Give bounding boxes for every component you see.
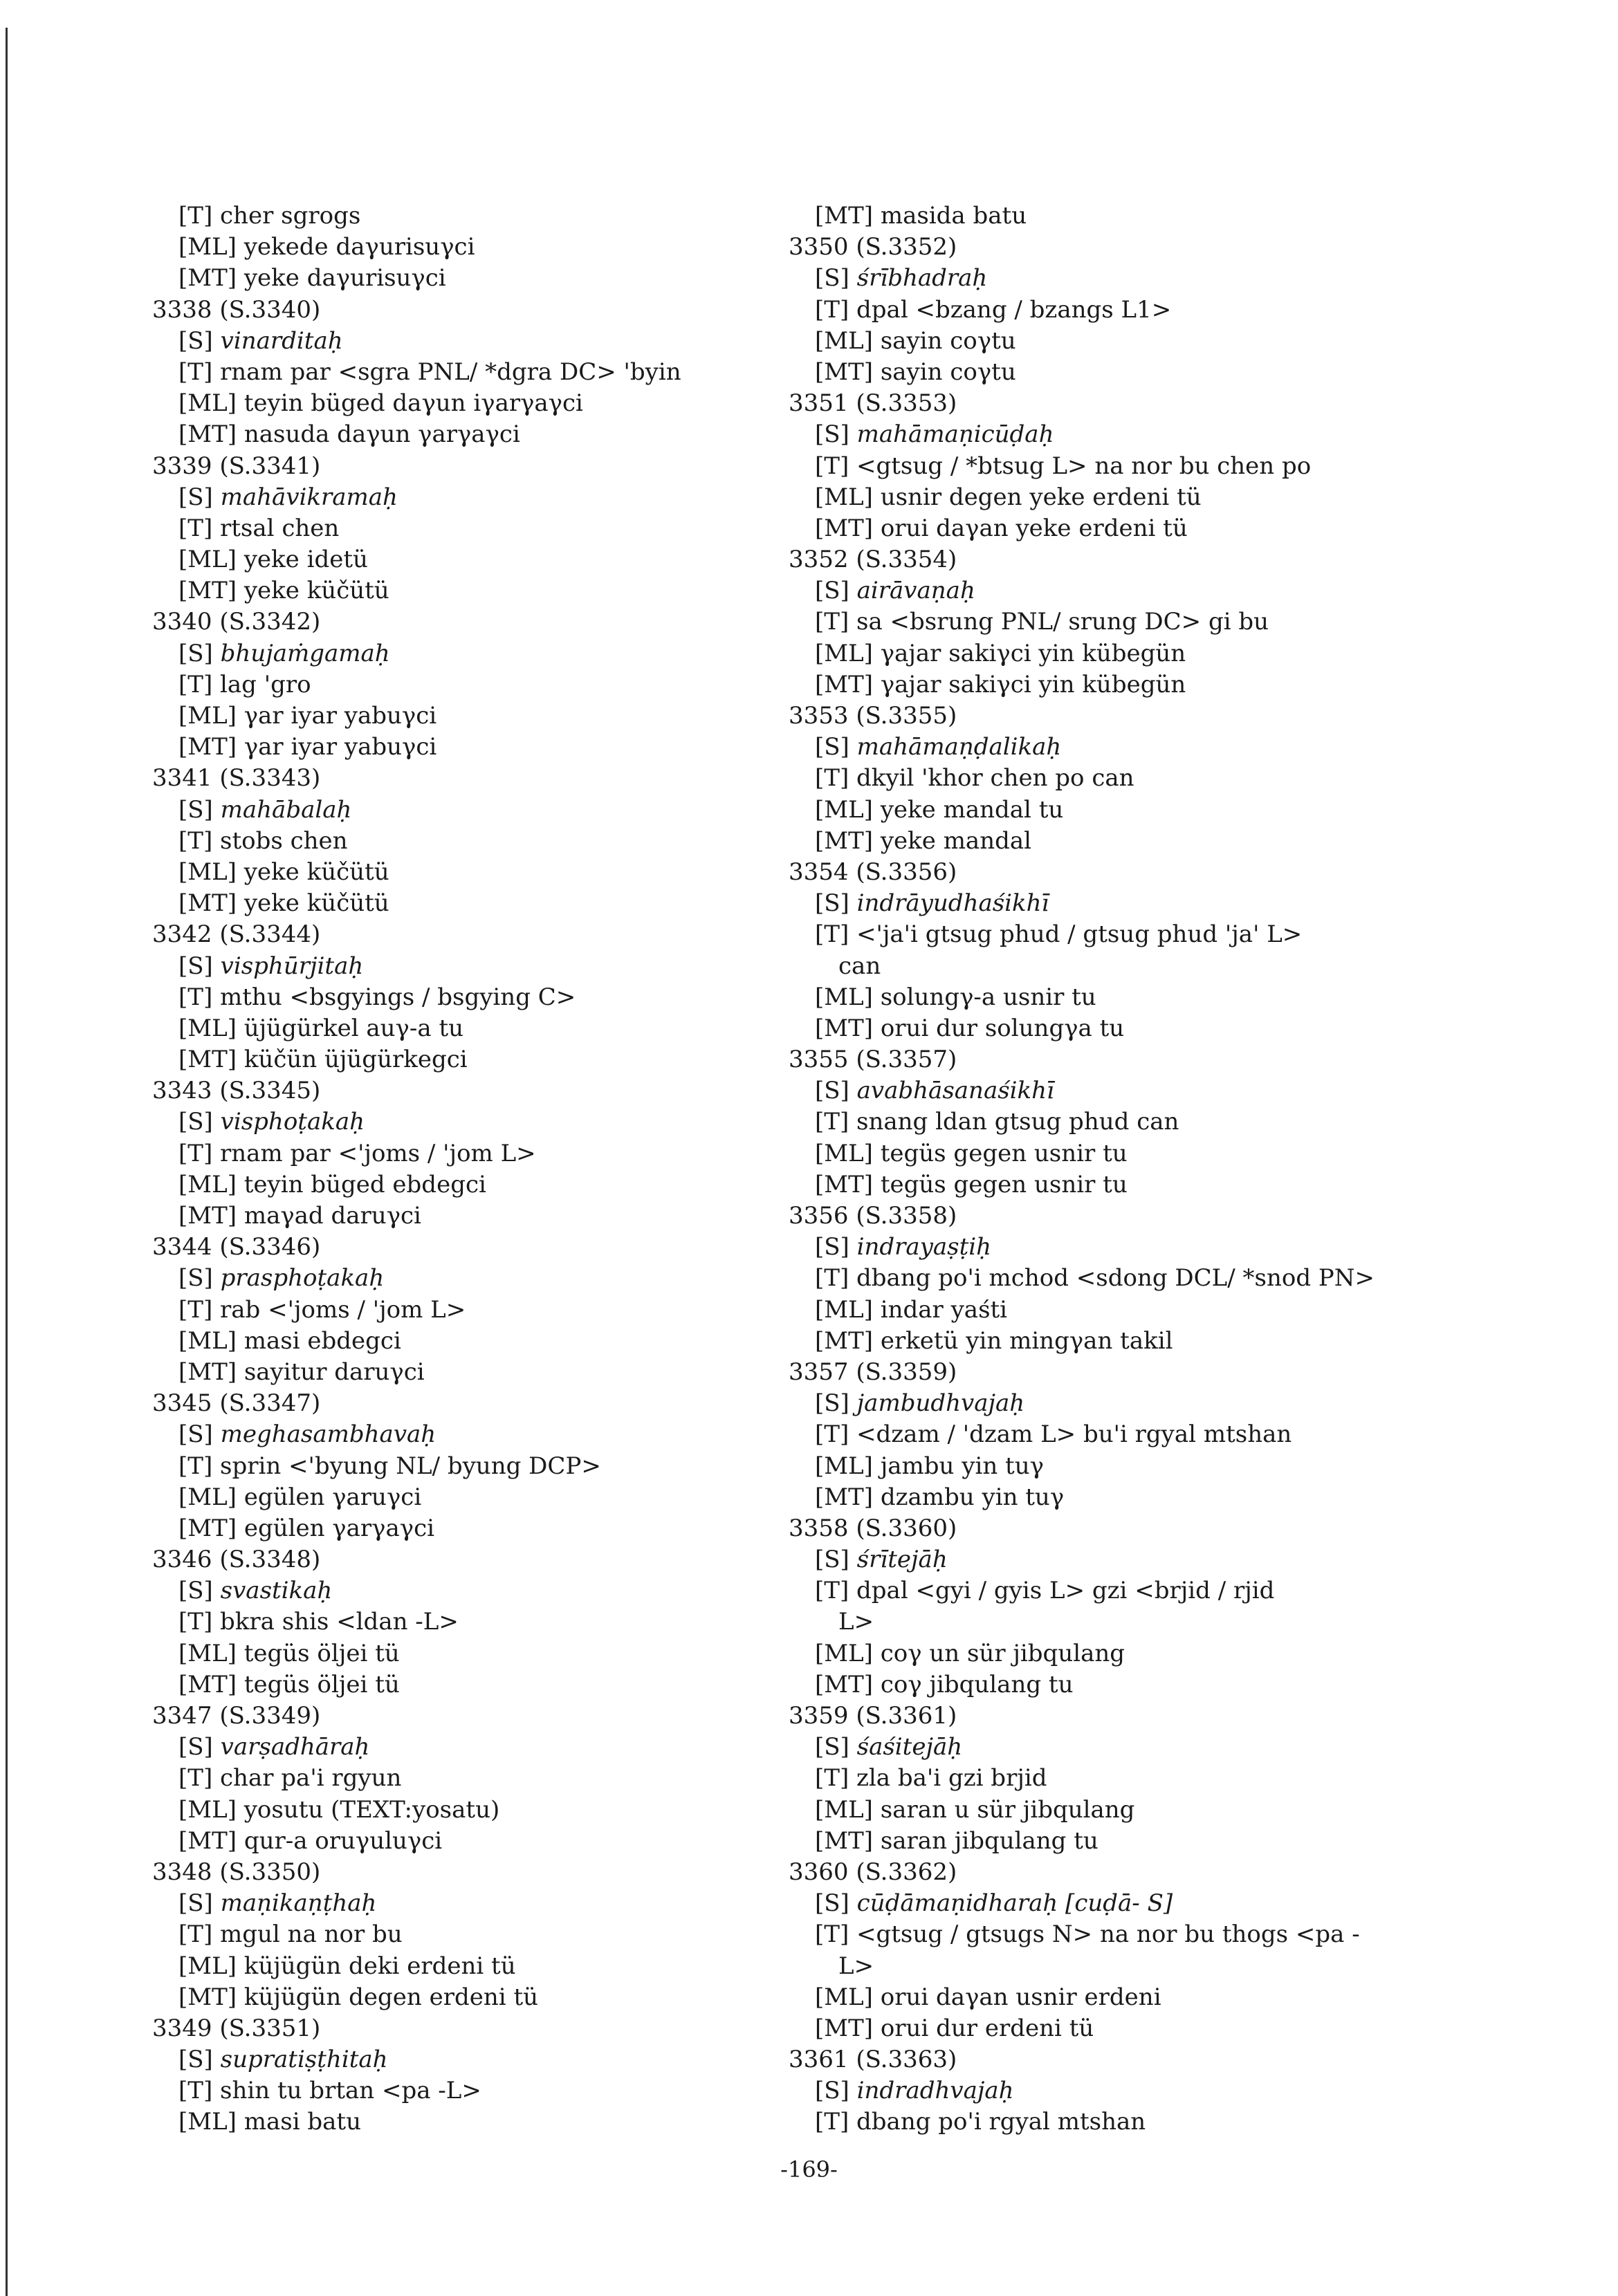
entry-field [789,888,1536,919]
entry-field: [T] dbang po'i rgyal mtshan [815,2108,1146,2136]
entry-field: [MT] yeke daγurisuγci [178,264,446,293]
entry-number: 3360 (S.3362) [789,1858,957,1886]
sanskrit-term: cūḍāmaṇidharaḥ [cuḍā- S] [856,1889,1173,1918]
entry-field: [ML] masi ebdegci [178,1326,401,1355]
entry-field: [ML] orui daγan usnir erdeni [815,1983,1161,2011]
entry-field: [T] <'ja'i gtsug phud / gtsug phud 'ja' L> [815,920,1303,949]
entry-field: [MT] yeke mandal [815,826,1032,855]
sanskrit-term: visphūrjitaḥ [220,952,364,980]
entry-field: [T] rtsal chen [178,514,340,542]
field-tag: [S] [178,2046,213,2074]
entry-field: [MT] küčün üjügürkegci [178,1046,468,1074]
entry-number: 3355 (S.3357) [789,1046,957,1074]
entry-field [789,1732,1536,1763]
entry-field [152,1419,789,1450]
entry-field [789,2075,1536,2107]
field-tag: [S] [178,1420,213,1449]
entry-field: [ML] yeke mandal tu [815,795,1064,824]
field-tag: [S] [815,733,849,761]
field-tag: [S] [815,1077,849,1105]
entry-field: [T] rnam par <sgra PNL/ *dgra DC> 'byin [178,358,681,386]
field-tag: [S] [178,483,213,511]
entry-field [152,1263,789,1294]
entry-number: 3354 (S.3356) [789,858,957,886]
entry-field: [T] dpal <bzang / bzangs L1> [815,295,1172,324]
entry-number: 3338 (S.3340) [152,295,321,324]
field-tag: [S] [178,795,213,824]
field-tag: [S] [178,1108,213,1136]
entry-field [789,263,1536,294]
entry-field [789,1075,1536,1107]
entry-field: [T] lag 'gro [178,670,311,698]
sanskrit-term: maṇikaṇṭhaḥ [220,1889,377,1918]
entry-field: [ML] üjügürkel auγ-a tu [178,1014,464,1042]
entry-field: [T] sa <bsrung PNL/ srung DC> gi bu [815,608,1269,636]
field-tag: [S] [815,889,849,918]
entry-number: 3343 (S.3345) [152,1077,321,1105]
entry-field [152,638,789,669]
entry-number: 3339 (S.3341) [152,452,321,480]
entry-field: [T] zla ba'i gzi brjid [815,1764,1047,1793]
entry-number: 3359 (S.3361) [789,1702,957,1730]
entry-field: [ML] usnir degen yeke erdeni tü [815,483,1202,511]
entry-field: [ML] küjügün deki erdeni tü [178,1952,516,1980]
sanskrit-term: mahāmaṇḍalikaḥ [856,733,1062,761]
entry-field: [ML] solungγ-a usnir tu [815,983,1096,1011]
field-tag: [S] [815,264,849,293]
entry-field: [ML] masi batu [178,2108,361,2136]
entry-field [152,2044,789,2075]
entry-field: [T] snang ldan gtsug phud can [815,1108,1179,1136]
entry-field: [MT] coγ jibqulang tu [815,1670,1074,1698]
entry-field [789,1544,1536,1575]
entry-field [152,1575,789,1607]
entry-field: [MT] qur-a oruγuluγci [178,1826,443,1855]
entry-field: [ML] teyin büged ebdegci [178,1170,486,1198]
sanskrit-term: bhujaṁgamaḥ [220,639,390,667]
entry-number: 3357 (S.3359) [789,1358,957,1386]
entry-field: [MT] sayitur daruγci [178,1358,425,1386]
entry-field: [T] <gtsug / gtsugs N> na nor bu thogs <pa - [815,1920,1360,1949]
entry-field [789,1888,1536,1919]
entry-number: 3358 (S.3360) [789,1514,957,1542]
entry-field: [ML] tegüs öljei tü [178,1639,400,1667]
entry-field [152,1888,789,1919]
entry-field: [ML] teyin büged daγun iγarγaγci [178,389,583,418]
page-number: -169- [780,2156,838,2183]
entry-field [152,1107,789,1138]
field-tag: [S] [178,1577,213,1605]
entry-number: 3356 (S.3358) [789,1202,957,1230]
entry-field: [MT] yeke küčütü [178,889,389,918]
entry-field: [ML] yosutu (TEXT:yosatu) [178,1795,500,1824]
sanskrit-term: avabhāsanaśikhī [856,1077,1054,1105]
entry-field: [ML] yeke idetü [178,546,368,574]
entry-field: [ML] egülen γaruγci [178,1483,422,1511]
entry-number: 3361 (S.3363) [789,2046,957,2074]
entry-continuation: L> [838,1608,874,1636]
sanskrit-term: śrībhadraḥ [856,264,988,293]
entry-field [152,326,789,357]
sanskrit-term: svastikaḥ [220,1577,333,1605]
entry-field [789,1388,1536,1419]
entry-number: 3351 (S.3353) [789,389,957,418]
entry-field: [MT] orui dur solungγa tu [815,1014,1125,1042]
entry-field [152,1732,789,1763]
entry-field: [T] <gtsug / *btsug L> na nor bu chen po [815,452,1312,480]
entry-field: [T] cher sgrogs [178,202,361,230]
sanskrit-term: supratiṣṭhitaḥ [220,2046,388,2074]
entry-field: [MT] orui daγan yeke erdeni tü [815,514,1188,542]
field-tag: [S] [178,952,213,980]
entry-field: [T] rab <'joms / 'jom L> [178,1295,466,1324]
sanskrit-term: mahāvikramaḥ [220,483,398,511]
entry-field: [ML] tegüs gegen usnir tu [815,1139,1128,1167]
entry-field: [ML] saran u sür jibqulang [815,1795,1135,1824]
entry-number: 3340 (S.3342) [152,608,321,636]
page-edge [6,28,8,2296]
entry-field: [T] stobs chen [178,826,348,855]
sanskrit-term: visphoṭakaḥ [220,1108,365,1136]
entry-number: 3344 (S.3346) [152,1233,321,1261]
entry-number: 3348 (S.3350) [152,1858,321,1886]
sanskrit-term: vinarditaḥ [220,326,343,355]
left-column [152,201,789,2138]
sanskrit-term: indradhvajaḥ [856,2077,1014,2105]
sanskrit-term: jambudhvajaḥ [856,1389,1025,1418]
entry-number: 3350 (S.3352) [789,233,957,261]
field-tag: [S] [815,1546,849,1574]
entry-field: [MT] maγad daruγci [178,1202,421,1230]
entry-field: [T] shin tu brtan <pa -L> [178,2077,481,2105]
sanskrit-term: indrāyudhaśikhī [856,889,1049,918]
entry-field: [MT] orui dur erdeni tü [815,2014,1094,2042]
entry-field: [MT] γar iyar yabuγci [178,733,437,761]
entry-field: [ML] γajar sakiγci yin kübegün [815,639,1186,667]
sanskrit-term: meghasambhavaḥ [220,1420,436,1449]
entry-field: [MT] masida batu [815,202,1027,230]
entry-field [789,732,1536,763]
entry-field: [MT] tegüs öljei tü [178,1670,400,1698]
entry-field: [MT] nasuda daγun γarγaγci [178,420,520,449]
entry-field: [ML] γar iyar yabuγci [178,702,437,730]
entry-field: [T] dpal <gyi / gyis L> gzi <brjid / rjid [815,1577,1275,1605]
field-tag: [S] [178,326,213,355]
entry-number: 3352 (S.3354) [789,546,957,574]
entry-number: 3347 (S.3349) [152,1702,321,1730]
sanskrit-term: mahāmaṇicūḍaḥ [856,420,1054,449]
entry-field: [T] sprin <'byung NL/ byung DCP> [178,1452,601,1480]
field-tag: [S] [815,1389,849,1418]
sanskrit-term: śaśitejāḥ [856,1733,963,1761]
field-tag: [S] [178,1264,213,1293]
entry-field: [MT] saran jibqulang tu [815,1826,1098,1855]
entry-number: 3345 (S.3347) [152,1389,321,1418]
entry-field [152,951,789,982]
entry-field: [MT] dzambu yin tuγ [815,1483,1065,1511]
right-column [789,201,1536,2138]
sanskrit-term: śrītejāḥ [856,1546,948,1574]
field-tag: [S] [815,1889,849,1918]
entry-field [789,1232,1536,1263]
entry-field [789,419,1536,450]
entry-field: [T] dkyil 'khor chen po can [815,764,1134,793]
entry-field: [T] bkra shis <ldan -L> [178,1608,459,1636]
entry-field: [T] <dzam / 'dzam L> bu'i rgyal mtshan [815,1420,1292,1449]
field-tag: [S] [178,1733,213,1761]
entry-field: [MT] küjügün degen erdeni tü [178,1983,539,2011]
entry-field: [ML] indar yaśti [815,1295,1008,1324]
field-tag: [S] [178,639,213,667]
entry-number: 3349 (S.3351) [152,2014,321,2042]
entry-field: [ML] jambu yin tuγ [815,1452,1044,1480]
sanskrit-term: prasphoṭakaḥ [220,1264,385,1293]
entry-field: [T] rnam par <'joms / 'jom L> [178,1139,536,1167]
field-tag: [S] [815,577,849,605]
sanskrit-term: mahābalaḥ [220,795,352,824]
entry-field: [ML] coγ un sür jibqulang [815,1639,1125,1667]
entry-number: 3353 (S.3355) [789,702,957,730]
entry-continuation: L> [838,1952,874,1980]
entry-field: [T] mthu <bsgyings / bsgying C> [178,983,576,1011]
entry-field: [T] mgul na nor bu [178,1920,403,1949]
entry-field [789,575,1536,607]
sanskrit-term: indrayaṣṭiḥ [856,1233,992,1261]
entry-field: [MT] erketü yin mingγan takil [815,1326,1173,1355]
sanskrit-term: airāvaṇaḥ [856,577,975,605]
entry-field [152,482,789,513]
entry-field [152,795,789,826]
field-tag: [S] [815,420,849,449]
entry-field: [ML] yekede daγurisuγci [178,233,475,261]
entry-field: [MT] γajar sakiγci yin kübegün [815,670,1186,698]
field-tag: [S] [815,2077,849,2105]
entry-number: 3346 (S.3348) [152,1546,321,1574]
field-tag: [S] [815,1233,849,1261]
entry-field: [T] char pa'i rgyun [178,1764,402,1793]
sanskrit-term: varṣadhāraḥ [220,1733,370,1761]
entry-field: [ML] yeke küčütü [178,858,389,886]
entry-field: [ML] sayin coγtu [815,326,1016,355]
entry-number: 3341 (S.3343) [152,764,321,793]
entry-field: [T] dbang po'i mchod <sdong DCL/ *snod PN> [815,1264,1375,1293]
entry-number: 3342 (S.3344) [152,920,321,949]
entry-continuation: can [838,952,881,980]
entry-field: [MT] sayin coγtu [815,358,1016,386]
entry-field: [MT] egülen γarγaγci [178,1514,434,1542]
field-tag: [S] [815,1733,849,1761]
field-tag: [S] [178,1889,213,1918]
entry-field: [MT] tegüs gegen usnir tu [815,1170,1128,1198]
entry-field: [MT] yeke küčütü [178,577,389,605]
